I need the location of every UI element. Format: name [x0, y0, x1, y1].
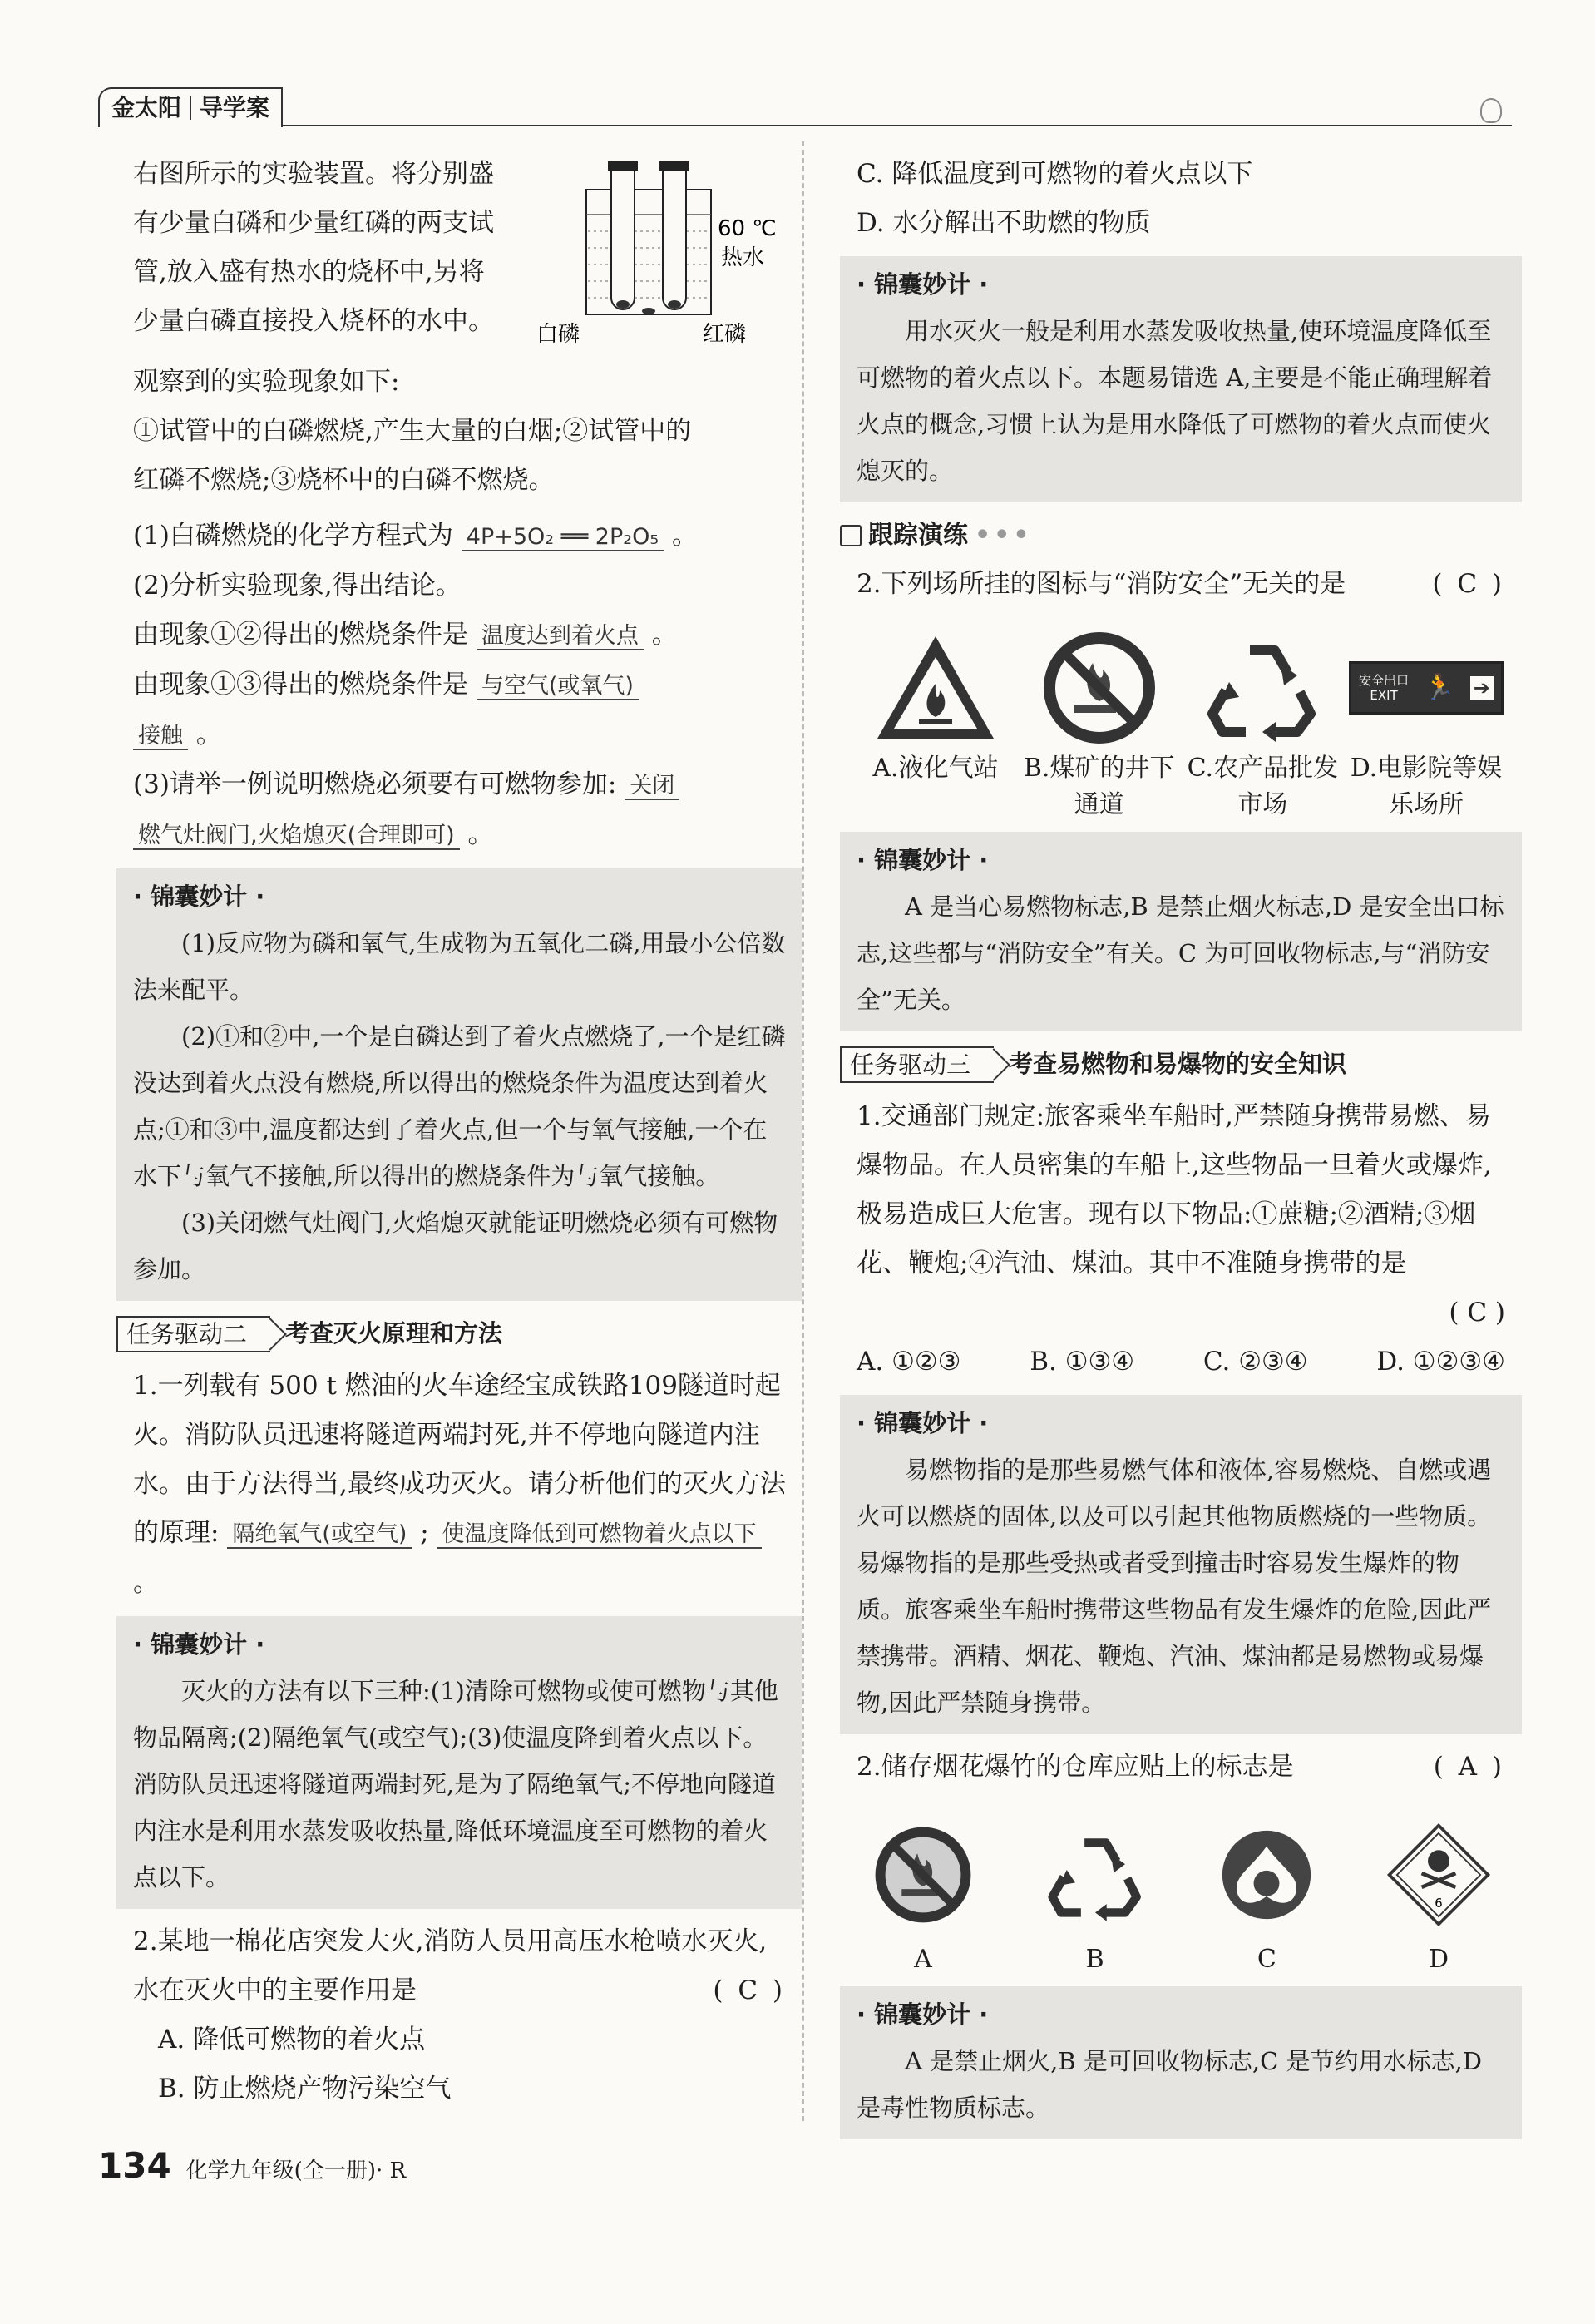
exit-sign-icon [1349, 661, 1504, 715]
answer-blank: 使温度降低到可燃物着火点以下 [437, 1521, 762, 1549]
task2-question-1: 1.一列载有 500 t 燃油的火车途经宝成铁路109隧道时起火。消防队员迅速将隧道两端封死,并不停地向隧道内注水。由于方法得当,最终成功灭火。请分析他们的灭火方法的原理: 隔绝氧气(或空气) ; 使温度降低到可燃物着火点以下 。 [133, 1371, 786, 1598]
question-text: 2.下列场所挂的图标与“消防安全”无关的是 [857, 569, 1346, 599]
question-1: (1)白磷燃烧的化学方程式为 4P+5O₂ ══ 2P₂O₅ 。 [133, 521, 699, 551]
question-2: (2)分析实验现象,得出结论。 [133, 571, 462, 601]
intro-line: 有少量白磷和少量红磷的两支试 [133, 208, 494, 238]
option-label: D [1428, 1945, 1449, 1974]
option-label: D.电影院等娱乐场所 [1350, 754, 1503, 819]
option-d: D. 水分解出不助燃的物质 [857, 208, 1151, 238]
question-text: 由现象①②得出的燃烧条件是 [133, 620, 468, 650]
recycle-icon [1204, 634, 1321, 742]
tip-paragraph: (3)关闭燃气灶阀门,火焰熄灭就能证明燃烧必须有可燃物参加。 [133, 1209, 778, 1283]
hazard-class-number: 6 [1435, 1896, 1443, 1911]
tip-title: · 锦囊妙计 · [857, 2000, 989, 2029]
answer-choice: ( C ) [713, 1975, 786, 2005]
option: D. ①②③④ [1376, 1347, 1505, 1377]
option-label: C.农产品批发市场 [1187, 754, 1339, 819]
practice-header [840, 511, 1505, 560]
option-b: B. 防止燃烧产物污染空气 [158, 2074, 452, 2104]
sign-option-d [1347, 626, 1505, 823]
answer-blank: 接触 [133, 723, 188, 750]
option-label: B [1085, 1945, 1104, 1974]
task3-question-1: 1.交通部门规定:旅客乘坐车船时,严禁随身携带易燃、易爆物品。在人员密集的车船上,这些物品一旦着火或爆炸,极易造成巨大危害。现有以下物品:①蔗糖;②酒精;③烟花、鞭炮;④汽油、煤油。其中不准随身携带的是 [857, 1101, 1492, 1278]
tip-title: · 锦囊妙计 · [133, 1630, 265, 1659]
tip-paragraph: 灭火的方法有以下三种:(1)清除可燃物或使可燃物与其他物品隔离;(2)隔绝氧气(或空气);(3)使温度降到着火点以下。消防队员迅速将隧道两端封死,是为了隔绝氧气;不停地向隧道内注水是利用水蒸发吸收热量,降低环境温度至可燃物的着火点以下。 [133, 1677, 778, 1891]
no-fire-icon [1041, 630, 1158, 746]
tip-box [840, 832, 1522, 1031]
task-title: 考查灭火原理和方法 [285, 1319, 503, 1347]
arrow-right-icon: ➔ [1470, 676, 1494, 700]
intro-line: 管,放入盛有热水的烧杯中,另将 [133, 257, 485, 287]
task3-q1-options [857, 1338, 1505, 1387]
answer-choice: ( C ) [1432, 569, 1505, 599]
option: C. ②③④ [1202, 1347, 1308, 1377]
question-3-cont: 燃气灶阀门,火焰熄灭(合理即可) 。 [133, 810, 786, 860]
question-text: 2.某地一棉花店突发大火,消防人员用高压水枪喷水灭火,水在灭火中的主要作用是 [133, 1926, 768, 2005]
toxic-substance-icon [1385, 1821, 1493, 1929]
intro-line: 右图所示的实验装置。将分别盛 [133, 159, 494, 189]
answer-blank: 与空气(或氧气) [477, 673, 639, 700]
recycle-icon [1045, 1828, 1145, 1921]
task2-question-2 [133, 1917, 786, 2015]
intro-line: 少量白磷直接投入烧杯的水中。 [133, 306, 494, 336]
option-label: B.煤矿的井下通道 [1023, 754, 1175, 819]
sign-option-c [1183, 626, 1341, 823]
exit-sign-en: EXIT [1370, 688, 1398, 703]
tip-box [840, 256, 1522, 502]
tip-paragraph: 易燃物指的是那些易燃气体和液体,容易燃烧、自燃或遇火可以燃烧的固体,以及可以引起其他物质燃烧的一些物质。易爆物指的是那些受热或者受到撞击时容易发生爆炸的物质。旅客乘坐车船时携带这些物品有发生爆炸的危险,因此严禁携带。酒精、烟花、鞭炮、汽油、煤油都是易燃物或易爆物,因此严禁随身携带。 [857, 1456, 1492, 1717]
answer-choice: ( A ) [1433, 1752, 1505, 1782]
exit-sign-text: 安全出口 [1359, 673, 1410, 688]
answer-blank: 关闭 [625, 773, 679, 800]
task-header [840, 1040, 1505, 1089]
no-fire-icon [873, 1825, 973, 1925]
answer-choice: ( C ) [1449, 1298, 1505, 1328]
task-tag: 任务驱动三 [840, 1046, 994, 1083]
task3-question-2 [857, 1743, 1505, 1792]
sign-option-b [1029, 1808, 1162, 1978]
white-phosphorus-label: 白磷 [536, 322, 580, 347]
answer-blank: 燃气灶阀门,火焰熄灭(合理即可) [133, 823, 460, 850]
tip-paragraph: (1)反应物为磷和氧气,生成物为五氧化二磷,用最小公倍数法来配平。 [133, 929, 786, 1004]
question-text: 由现象①③得出的燃烧条件是 [133, 670, 468, 700]
answer-blank: 隔绝氧气(或空气) [227, 1521, 412, 1549]
red-phosphorus-label: 红磷 [703, 322, 747, 347]
tip-title: · 锦囊妙计 · [857, 1409, 989, 1437]
observation-line: 红磷不燃烧;③烧杯中的白磷不燃烧。 [133, 465, 555, 495]
question-2b-cont: 接触 。 [133, 710, 786, 760]
option-label: A.液化气站 [872, 754, 999, 783]
answer-equation: 4P+5O₂ ══ 2P₂O₅ [462, 524, 664, 551]
tip-box [840, 1986, 1522, 2139]
tip-paragraph: (2)①和②中,一个是白磷达到了着火点燃烧了,一个是红磷没达到着火点没有燃烧,所以得出的燃烧条件为温度达到着火点;①和③中,温度都达到了着火点,但一个与氧气接触,一个在水下与氧气不接触,所以得出的燃烧条件为与氧气接触。 [133, 1022, 786, 1190]
option-label: A [914, 1945, 932, 1974]
pencil-icon [840, 525, 862, 546]
question-text: 1.一列载有 500 t 燃油的火车途经宝成铁路109隧道时起火。消防队员迅速将隧道两端封死,并不停地向隧道内注水。由于方法得当,最终成功灭火。请分析他们的灭火方法的原理: [133, 1371, 786, 1548]
question-2b [133, 660, 786, 710]
observation-line: ①试管中的白磷燃烧,产生大量的白烟;②试管中的 [133, 416, 692, 446]
tip-title: · 锦囊妙计 · [857, 270, 989, 299]
question-text: (1)白磷燃烧的化学方程式为 [133, 521, 453, 551]
left-column [126, 150, 786, 2114]
column-divider [802, 141, 804, 2121]
right-column [850, 150, 1505, 2148]
tip-box [840, 1395, 1522, 1734]
option-a: A. 降低可燃物的着火点 [158, 2025, 426, 2055]
intro-line: 观察到的实验现象如下: [133, 367, 400, 397]
option: B. ①③④ [1030, 1347, 1135, 1377]
option-c: C. 降低温度到可燃物的着火点以下 [857, 159, 1253, 189]
sign-option-b [1020, 626, 1178, 823]
footer [98, 2141, 406, 2196]
brand-name: 金太阳 [111, 94, 182, 121]
tip-box [116, 1616, 802, 1909]
header-rule [98, 125, 1512, 126]
task-tag: 任务驱动二 [116, 1316, 270, 1352]
practice-question-2 [857, 560, 1505, 609]
header-separator [190, 96, 191, 120]
practice-title: 跟踪演练 [868, 521, 968, 550]
temperature-label: 60 ℃ [718, 216, 777, 241]
task-title: 考查易燃物和易爆物的安全知识 [1009, 1050, 1347, 1078]
apparatus-diagram [536, 156, 786, 348]
answer-blank: 温度达到着火点 [477, 623, 644, 650]
tip-paragraph: 用水灭火一般是利用水蒸发吸收热量,使环境温度降低至可燃物的着火点以下。本题易错选 A,主要是不能正确理解着火点的概念,习惯上认为是用水降低了可燃物的着火点而使火熄灭的。 [857, 317, 1493, 485]
tip-title: · 锦囊妙计 · [133, 883, 265, 911]
tip-title: · 锦囊妙计 · [857, 846, 989, 874]
sign-option-d [1372, 1808, 1505, 1978]
tip-paragraph: A 是禁止烟火,B 是可回收物标志,C 是节约用水标志,D 是毒性物质标志。 [857, 2047, 1483, 2122]
option: A. ①②③ [857, 1347, 961, 1377]
warehouse-sign-options [857, 1808, 1505, 1978]
book-title: 化学九年级(全一册)· R [185, 2158, 407, 2183]
question-2a: 由现象①②得出的燃烧条件是 温度达到着火点 。 [133, 620, 678, 650]
lightbulb-icon [1480, 98, 1502, 123]
dots-decoration: ••• [975, 521, 1033, 550]
sign-option-c [1200, 1808, 1333, 1978]
option-label: C [1257, 1945, 1276, 1974]
question-3 [133, 760, 786, 810]
flammable-warning-icon [873, 632, 998, 744]
water-saving-icon [1217, 1825, 1316, 1925]
question-text: (3)请举一例说明燃烧必须要有可燃物参加: [133, 769, 617, 799]
running-man-icon: 🏃 [1424, 673, 1455, 702]
sign-option-a [857, 1808, 990, 1978]
intro-block [133, 150, 786, 358]
page-number: 134 [98, 2145, 171, 2186]
hot-water-label: 热水 [721, 245, 765, 270]
tip-box [116, 868, 802, 1301]
tip-paragraph: A 是当心易燃物标志,B 是禁止烟火标志,D 是安全出口标志,这些都与“消防安全”有关。C 为可回收物标志,与“消防安全”无关。 [857, 893, 1504, 1014]
header [98, 87, 283, 127]
sign-option-a [857, 626, 1015, 823]
series-name: 导学案 [200, 94, 270, 121]
sign-options [857, 626, 1505, 823]
task-header [116, 1309, 786, 1358]
question-text: 2.储存烟花爆竹的仓库应贴上的标志是 [857, 1752, 1294, 1782]
